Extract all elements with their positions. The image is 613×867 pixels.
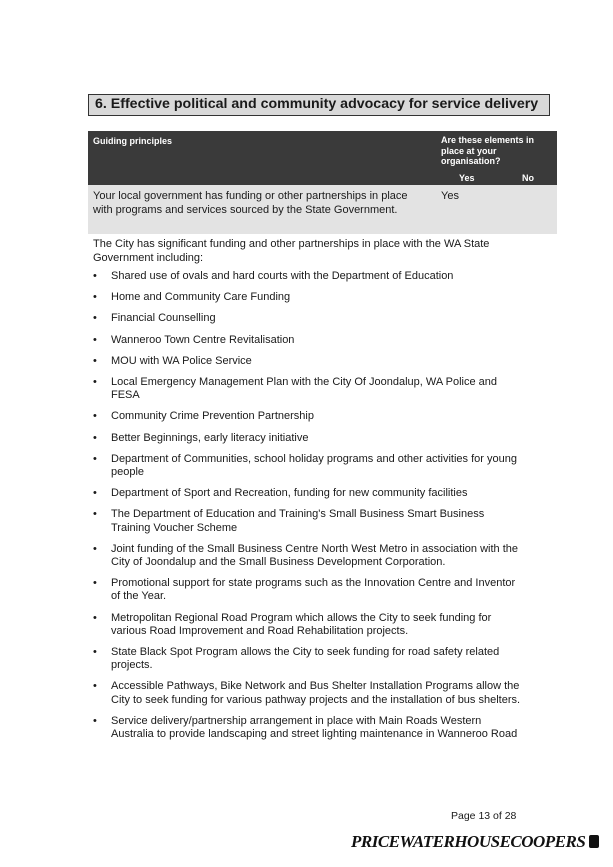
list-item: • Department of Communities, school holiday programs and other activities for young people	[93, 453, 523, 479]
list-item: • Metropolitan Regional Road Program which allows the City to seek funding for various Road Improvement and Road Rehabilitation projects.	[93, 612, 523, 638]
list-item: • Shared use of ovals and hard courts with the Department of Education	[93, 270, 523, 283]
header-yes: Yes	[459, 173, 475, 183]
header-question: Are these elements in place at your organisation?	[441, 135, 535, 166]
list-item: • The Department of Education and Training's Small Business Smart Business Training Voucher Scheme	[93, 508, 523, 534]
partnership-list	[93, 270, 523, 749]
list-item: • Promotional support for state programs such as the Innovation Centre and Inventor of the Year.	[93, 577, 523, 603]
header-guiding-principles: Guiding principles	[93, 136, 173, 146]
row-principle: Your local government has funding or other partnerships in place with programs and services sourced by the State Government.	[93, 190, 408, 216]
list-item: • Joint funding of the Small Business Centre North West Metro in association with the City of Joondalup and the Small Business Development Corporation.	[93, 543, 523, 569]
list-item: • Accessible Pathways, Bike Network and Bus Shelter Installation Programs allow the City to seek funding for various pathway projects and the installation of bus shelters.	[93, 680, 523, 706]
row-answer: Yes	[441, 190, 459, 202]
logo-mark-icon	[589, 835, 599, 848]
company-logo	[351, 832, 599, 852]
page-number: Page 13 of 28	[451, 810, 517, 822]
table-row	[88, 185, 557, 234]
list-item: • Department of Sport and Recreation, funding for new community facilities	[93, 487, 523, 500]
list-item: • Local Emergency Management Plan with the City Of Joondalup, WA Police and FESA	[93, 376, 523, 402]
section-title: 6. Effective political and community advocacy for service delivery	[88, 94, 550, 116]
list-item: • Service delivery/partnership arrangement in place with Main Roads Western Australia to provide landscaping and street lighting maintenance in Wanneroo Road	[93, 715, 523, 741]
guiding-principles-table	[88, 131, 557, 234]
list-item: • Home and Community Care Funding	[93, 291, 523, 304]
list-item: • Community Crime Prevention Partnership	[93, 410, 523, 423]
list-item: • Financial Counselling	[93, 312, 523, 325]
list-item: • Wanneroo Town Centre Revitalisation	[93, 334, 523, 347]
intro-paragraph: The City has significant funding and other partnerships in place with the WA State Government including:	[93, 238, 490, 264]
header-no: No	[522, 173, 534, 183]
logo-text: PRICEWATERHOUSECOOPERS	[351, 832, 586, 851]
list-item: • Better Beginnings, early literacy initiative	[93, 432, 523, 445]
list-item: • MOU with WA Police Service	[93, 355, 523, 368]
table-header	[88, 131, 557, 185]
list-item: • State Black Spot Program allows the City to seek funding for road safety related projects.	[93, 646, 523, 672]
